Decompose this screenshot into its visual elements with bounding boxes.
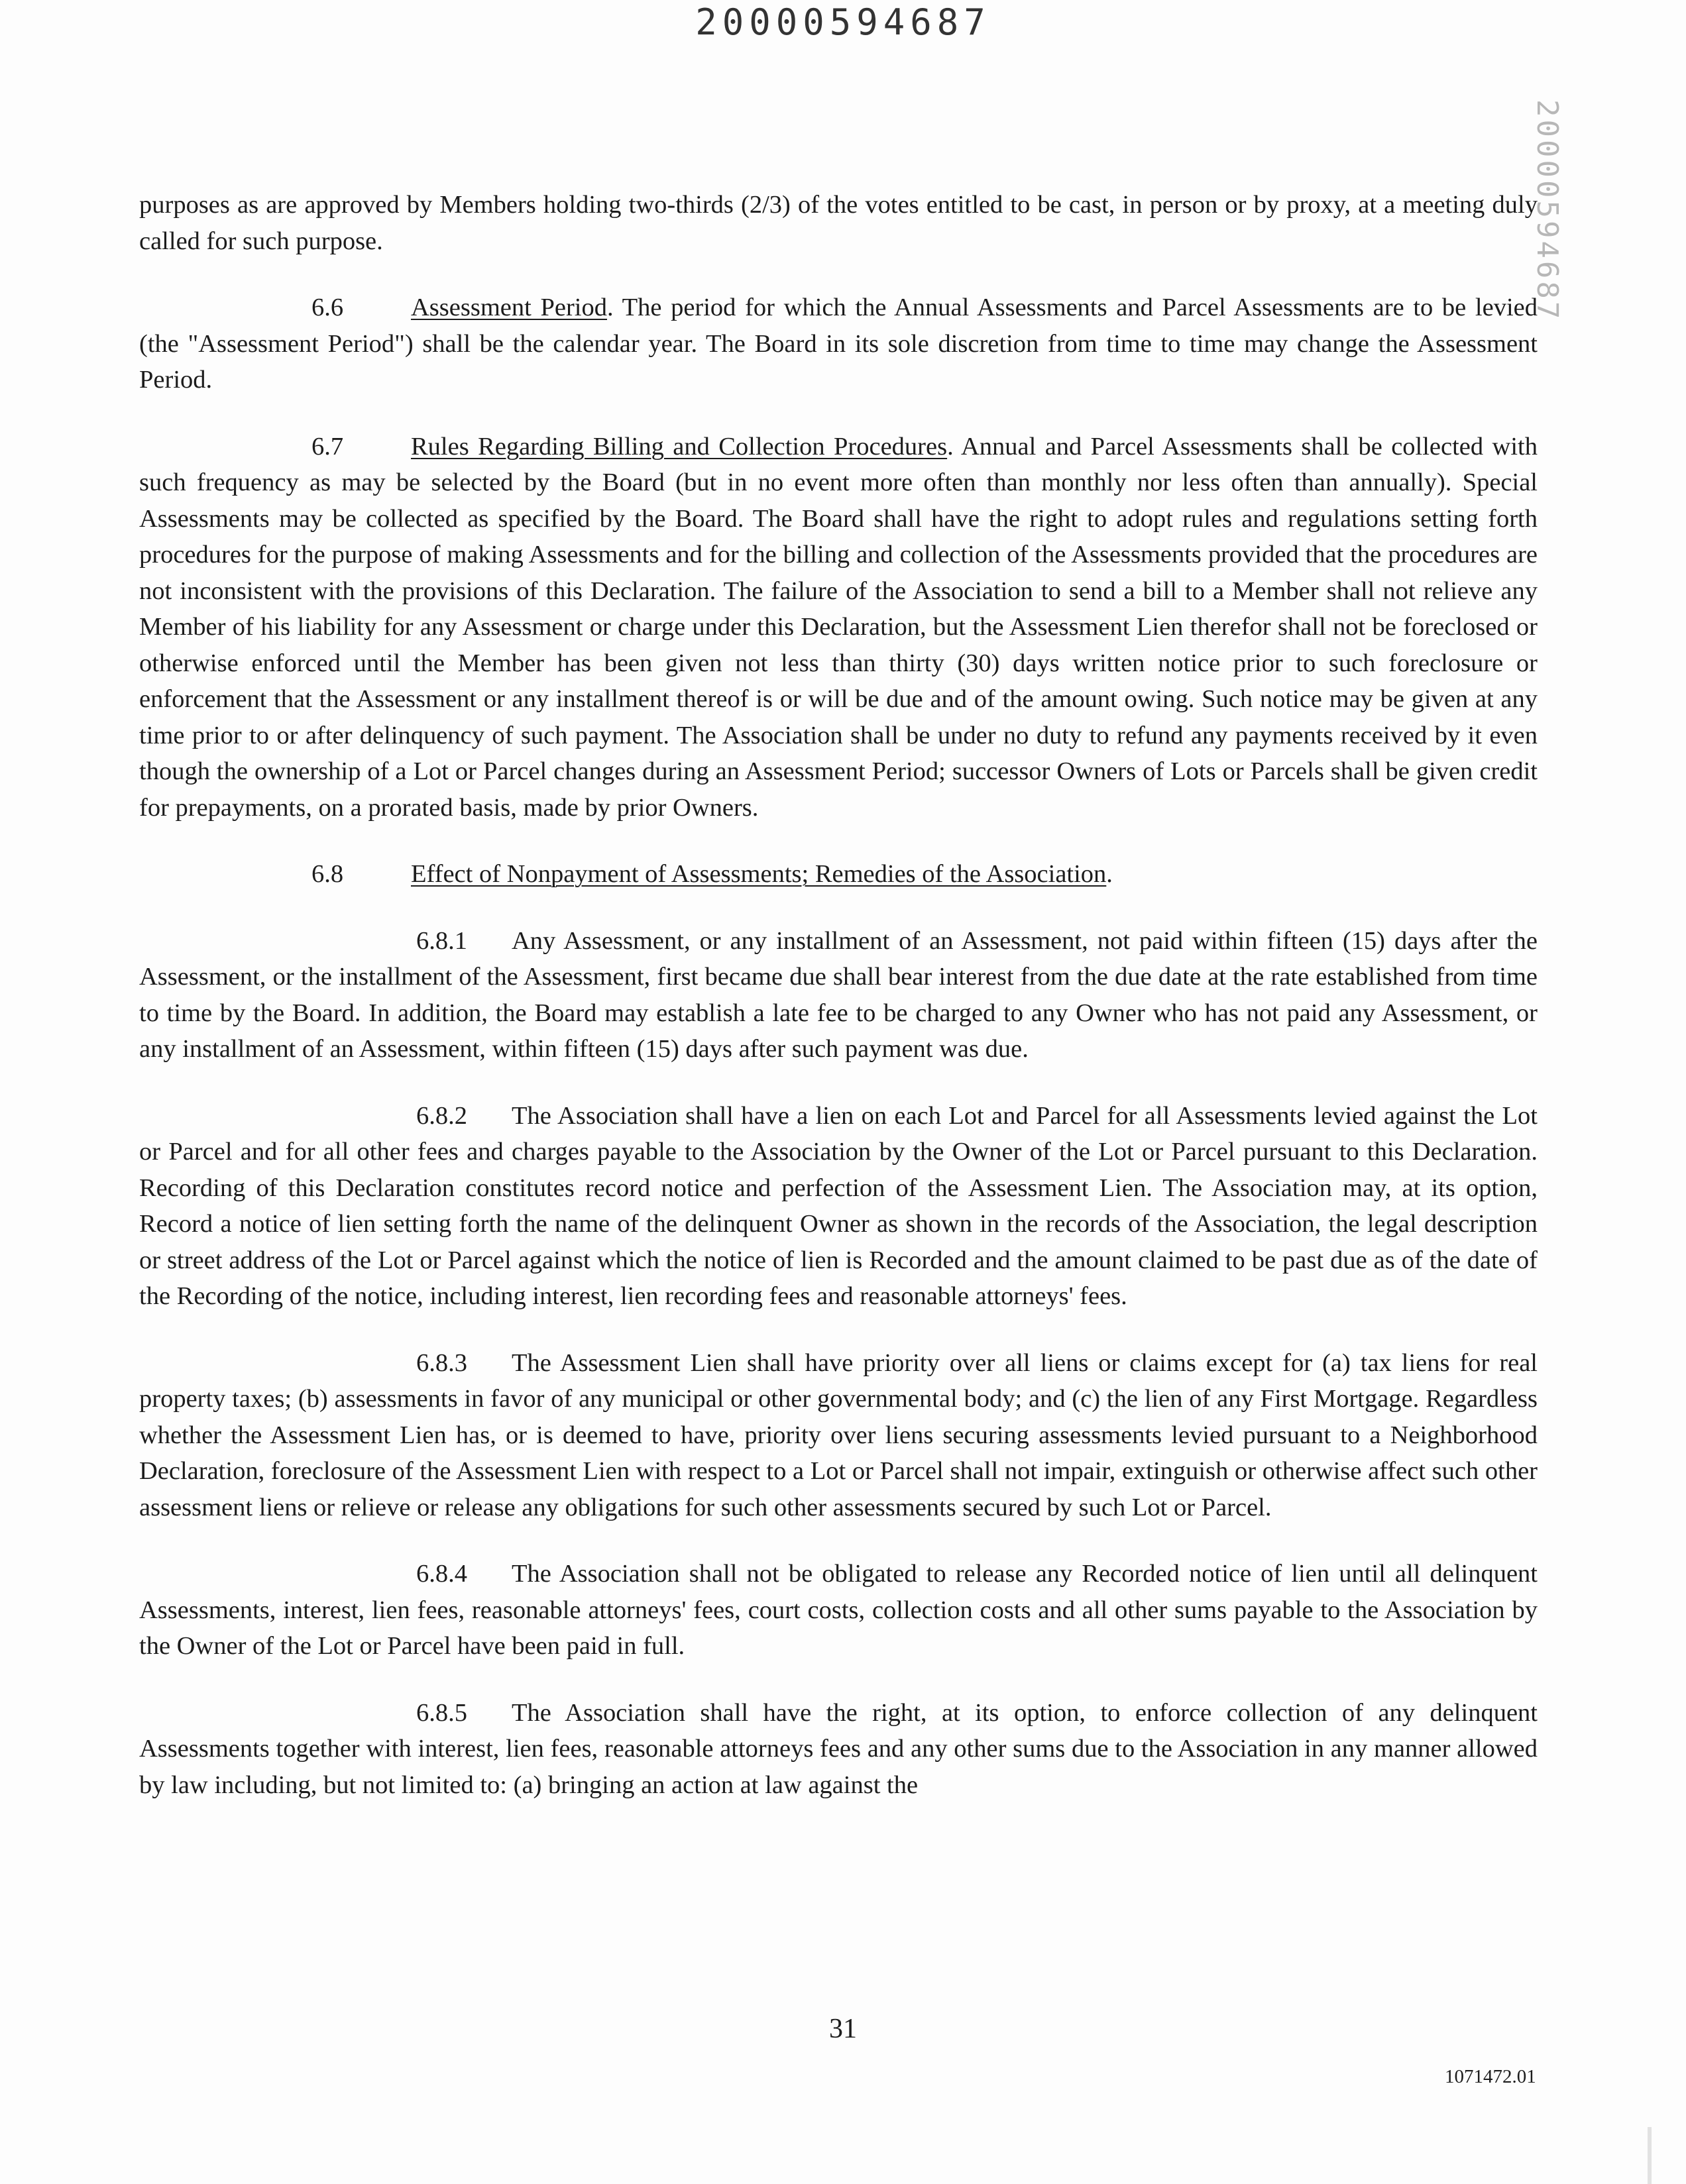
section-6-7 — [139, 429, 1538, 826]
section-6-8-3 — [139, 1345, 1538, 1526]
section-title: Assessment Period — [411, 294, 607, 321]
section-6-8-2 — [139, 1098, 1538, 1315]
document-code: 1071472.01 — [1445, 2066, 1536, 2087]
intro-text: purposes as are approved by Members holding two-thirds (2/3) of the votes entitled to be cast, in person or by proxy, at a meeting duly called for such purpose. — [139, 191, 1538, 255]
side-stamp: 20000594687 — [1530, 99, 1564, 322]
subsection-number: 6.8.5 — [416, 1698, 467, 1727]
subsection-number: 6.8.4 — [416, 1560, 467, 1588]
subsection-number: 6.8.1 — [416, 926, 467, 955]
subsection-text: The Association shall have a lien on each Lot and Parcel for all Assessments levied against the Lot or Parcel and for all other fees and charges payable to the Association by the Owner of the Lot or Parcel pursuant to this Declaration. Recording of this Declaration constitutes record notice and perfection of the Assessment Lien. The Association may, at its option, Record a notice of lien setting forth the name of the delinquent Owner as shown in the records of the Association, the legal description or street address of the Lot or Parcel against which the notice of lien is Recorded and the amount claimed to be past due as of the date of the Recording of the notice, including interest, lien recording fees and reasonable attorneys' fees. — [139, 1101, 1538, 1310]
section-6-6 — [139, 290, 1538, 398]
section-text: . The period for which the Annual Assessments and Parcel Assessments are to be levied (the "Assessment Period") shall be the calendar year. The Board in its sole discretion from time to time may change the Assessment Period. — [139, 294, 1538, 394]
document-body — [139, 187, 1538, 1833]
section-title: Effect of Nonpayment of Assessments; Remedies of the Association — [411, 860, 1107, 888]
section-6-8-1 — [139, 923, 1538, 1067]
subsection-text: The Association shall not be obligated to release any Recorded notice of lien until all delinquent Assessments, interest, lien fees, reasonable attorneys' fees, court costs, collection costs and all other sums payable to the Association by the Owner of the Lot or Parcel have been paid in full. — [139, 1560, 1538, 1660]
subsection-number: 6.8.2 — [416, 1101, 467, 1130]
page-number: 31 — [829, 2014, 857, 2044]
section-title: Rules Regarding Billing and Collection Procedures — [411, 432, 948, 461]
section-text: . Annual and Parcel Assessments shall be collected with such frequency as may be selected by the Board (but in no event more often than monthly nor less often than annually). Special Assessments may be collected as specified by the Board. The Board shall have the right to adopt rules and regulations setting forth procedures for the purpose of making Assessments and for the billing and collection of the Assessments provided that the procedures are not inconsistent with the provisions of this Declaration. The failure of the Association to send a bill to a Member shall not relieve any Member of his liability for any Assessment or charge under this Declaration, but the Assessment Lien therefor shall not be foreclosed or otherwise enforced until the Member has been given not less than thirty (30) days written notice prior to such foreclosure or enforcement that the Assessment or any installment thereof is or will be due and of the amount owing. Such notice may be given at any time prior to or after delinquency of such payment. The Association shall be under no duty to refund any payments received by it even though the ownership of a Lot or Parcel changes during an Assessment Period; successor Owners of Lots or Parcels shall be given credit for prepayments, on a prorated basis, made by prior Owners. — [139, 432, 1538, 822]
intro-paragraph — [139, 187, 1538, 259]
section-number: 6.8 — [311, 860, 344, 888]
subsection-text: The Association shall have the right, at its option, to enforce collection of any delinquent Assessments together with interest, lien fees, reasonable attorneys fees and any other sums due to the Association in any manner allowed by law including, but not limited to: (a) bringing an action at law against the — [139, 1698, 1538, 1799]
section-number: 6.7 — [311, 432, 344, 461]
subsection-text: Any Assessment, or any installment of an Assessment, not paid within fifteen (15) days after the Assessment, or the installment of the Assessment, first became due shall bear interest from the due date at the rate established from time to time by the Board. In addition, the Board may establish a late fee to be charged to any Owner who has not paid any Assessment, or any installment of an Assessment, within fifteen (15) days after such payment was due. — [139, 926, 1538, 1063]
section-number: 6.6 — [311, 294, 344, 321]
section-6-8 — [139, 856, 1538, 893]
subsection-number: 6.8.3 — [416, 1348, 467, 1377]
section-6-8-5 — [139, 1695, 1538, 1804]
document-number: 20000594687 — [695, 1, 991, 43]
scan-edge-mark — [1648, 2127, 1652, 2184]
section-text: . — [1106, 860, 1113, 888]
section-6-8-4 — [139, 1556, 1538, 1665]
subsection-text: The Assessment Lien shall have priority over all liens or claims except for (a) tax liens for real property taxes; (b) assessments in favor of any municipal or other governmental body; and (c) the lien of any First Mortgage. Regardless whether the Assessment Lien has, or is deemed to have, priority over liens securing assessments levied pursuant to a Neighborhood Declaration, foreclosure of the Assessment Lien with respect to a Lot or Parcel shall not impair, extinguish or otherwise affect such other assessment liens or relieve or release any obligations for such other assessments secured by such Lot or Parcel. — [139, 1348, 1538, 1521]
